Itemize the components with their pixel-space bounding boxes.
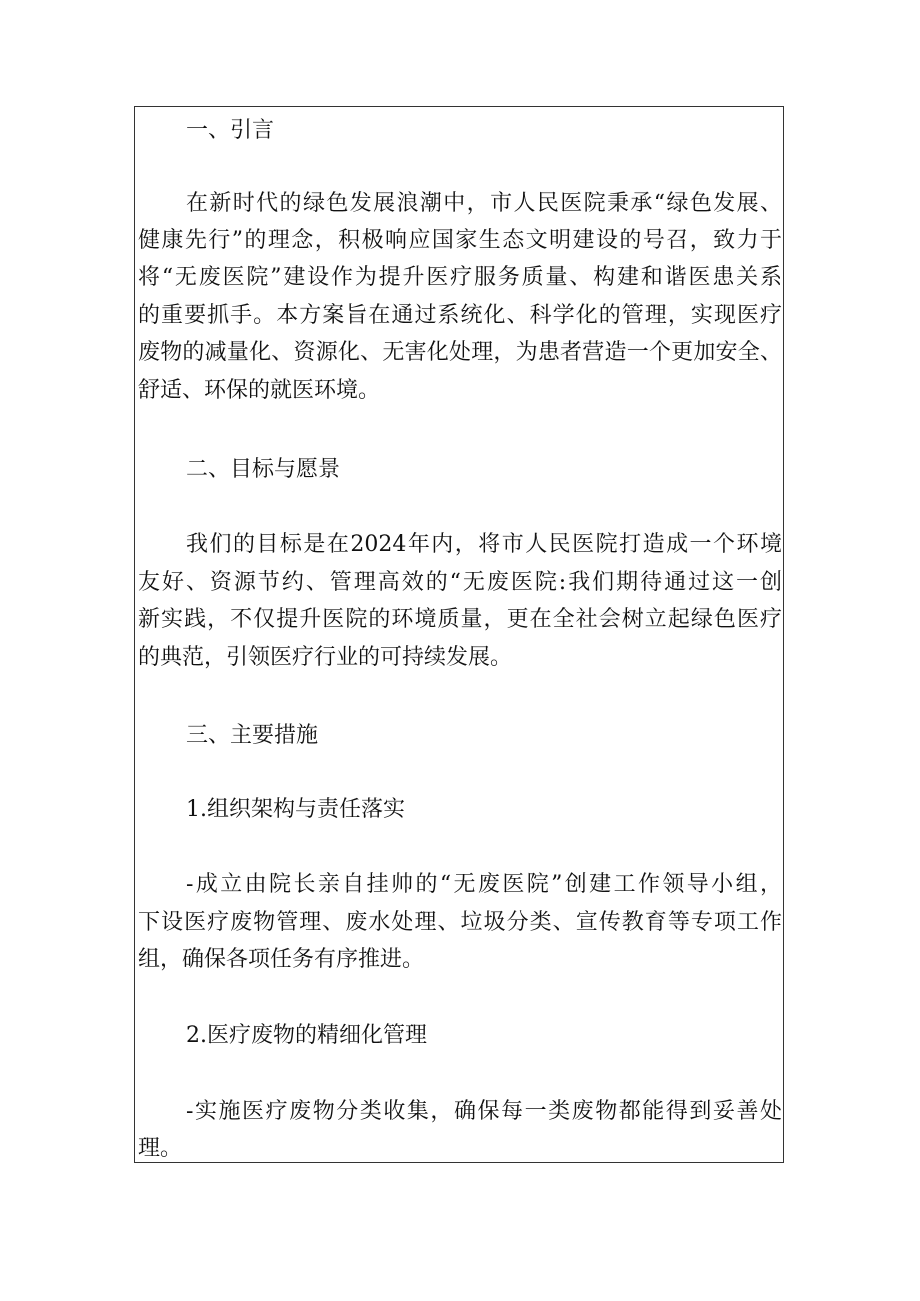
section-heading-measures: 三、主要措施 — [186, 723, 319, 748]
section-heading-intro: 一、引言 — [186, 118, 275, 143]
paragraph-line: 将“无废医院”建设作为提升医疗服务质量、构建和谐医患关系 — [138, 265, 782, 290]
paragraph-line: 健康先行”的理念，积极响应国家生态文明建设的号召，致力于 — [138, 228, 782, 253]
paragraph-line: 在新时代的绿色发展浪潮中，市人民医院秉承“绿色发展、 — [186, 191, 782, 216]
paragraph-line: 组，确保各项任务有序推进。 — [138, 947, 425, 972]
paragraph-line: 舒适、环保的就医环境。 — [138, 378, 381, 403]
paragraph-line: 友好、资源节约、管理高效的“无废医院:我们期待通过这一创 — [138, 570, 782, 595]
section-heading-goal: 二、目标与愿景 — [186, 457, 341, 482]
subsection-heading-organization: 1.组织架构与责任落实 — [186, 797, 405, 822]
paragraph-line: 废物的减量化、资源化、无害化处理，为患者营造一个更加安全、 — [138, 340, 782, 365]
paragraph-line: 的重要抓手。本方案旨在通过系统化、科学化的管理，实现医疗 — [138, 303, 782, 328]
subsection-heading-medical-waste: 2.医疗废物的精细化管理 — [186, 1023, 427, 1048]
paragraph-line: 理。 — [138, 1136, 183, 1161]
paragraph-line: -成立由院长亲自挂帅的“无废医院”创建工作领导小组， — [186, 872, 782, 897]
paragraph-line: -实施医疗废物分类收集，确保每一类废物都能得到妥善处 — [186, 1099, 782, 1124]
paragraph-line: 下设医疗废物管理、废水处理、垃圾分类、宣传教育等专项工作 — [138, 910, 782, 935]
paragraph-line: 的典范，引领医疗行业的可持续发展。 — [138, 645, 513, 670]
paragraph-line: 新实践，不仅提升医院的环境质量，更在全社会树立起绿色医疗 — [138, 607, 782, 632]
paragraph-line: 我们的目标是在2024年内，将市人民医院打造成一个环境 — [186, 532, 782, 557]
